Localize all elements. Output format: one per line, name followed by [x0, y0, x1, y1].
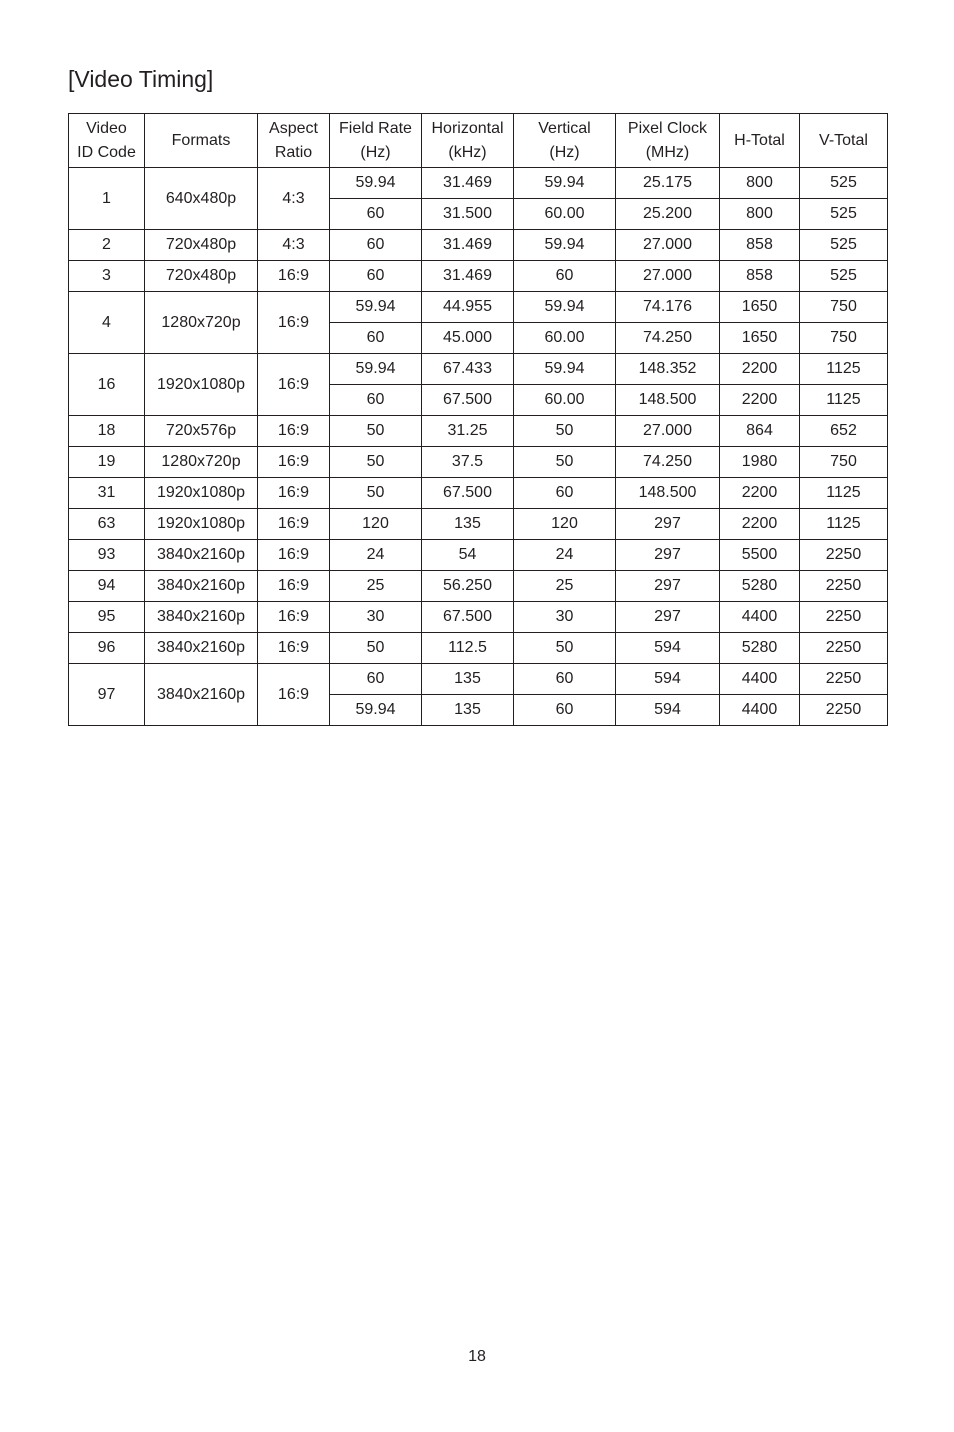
- page-number: 18: [468, 1348, 486, 1365]
- vertical-cell: 60: [514, 664, 616, 695]
- table-row: [69, 292, 888, 323]
- column-header-text: (Hz): [549, 143, 580, 161]
- table-row: [69, 416, 888, 447]
- vertical-cell: 120: [514, 509, 616, 540]
- page-title: [Video Timing]: [68, 66, 214, 92]
- table-row: [69, 571, 888, 602]
- v-total-cell: 2250: [800, 571, 888, 602]
- v-total-cell: 1125: [800, 354, 888, 385]
- vertical-cell: 60.00: [514, 199, 616, 230]
- column-header: [514, 114, 616, 168]
- format-cell: 3840x2160p: [145, 664, 258, 726]
- format-cell: 3840x2160p: [145, 540, 258, 571]
- pixel-clock-cell: 25.175: [616, 168, 720, 199]
- field-rate-cell: 50: [330, 633, 422, 664]
- column-header-text: Field Rate: [339, 119, 412, 137]
- vertical-cell: 25: [514, 571, 616, 602]
- field-rate-cell: 60: [330, 230, 422, 261]
- table-row: [69, 540, 888, 571]
- field-rate-cell: 25: [330, 571, 422, 602]
- h-total-cell: 800: [720, 168, 800, 199]
- vertical-cell: 60.00: [514, 385, 616, 416]
- field-rate-cell: 24: [330, 540, 422, 571]
- field-rate-cell: 60: [330, 261, 422, 292]
- column-header: [145, 114, 258, 168]
- column-header-text: ID Code: [77, 143, 136, 161]
- aspect-ratio-cell: 16:9: [258, 602, 330, 633]
- field-rate-cell: 50: [330, 416, 422, 447]
- table-row: [69, 354, 888, 385]
- horizontal-cell: 56.250: [422, 571, 514, 602]
- table-row: [69, 478, 888, 509]
- vertical-cell: 50: [514, 416, 616, 447]
- pixel-clock-cell: 594: [616, 633, 720, 664]
- h-total-cell: 4400: [720, 664, 800, 695]
- h-total-cell: 858: [720, 230, 800, 261]
- pixel-clock-cell: 297: [616, 602, 720, 633]
- aspect-ratio-cell: 16:9: [258, 292, 330, 354]
- header-row: [69, 114, 888, 168]
- column-header-text: (kHz): [448, 143, 487, 161]
- vertical-cell: 59.94: [514, 292, 616, 323]
- pixel-clock-cell: 74.250: [616, 447, 720, 478]
- h-total-cell: 2200: [720, 354, 800, 385]
- video-id-cell: 97: [69, 664, 145, 726]
- video-id-cell: 93: [69, 540, 145, 571]
- table-row: [69, 447, 888, 478]
- format-cell: 720x480p: [145, 230, 258, 261]
- video-id-cell: 31: [69, 478, 145, 509]
- v-total-cell: 750: [800, 447, 888, 478]
- column-header-text: (MHz): [645, 143, 690, 161]
- aspect-ratio-cell: 16:9: [258, 509, 330, 540]
- h-total-cell: 1980: [720, 447, 800, 478]
- aspect-ratio-cell: 16:9: [258, 447, 330, 478]
- aspect-ratio-cell: 16:9: [258, 664, 330, 726]
- column-header-text: Ratio: [274, 143, 313, 161]
- field-rate-cell: 60: [330, 199, 422, 230]
- h-total-cell: 1650: [720, 292, 800, 323]
- field-rate-cell: 59.94: [330, 695, 422, 726]
- v-total-cell: 2250: [800, 695, 888, 726]
- pixel-clock-cell: 27.000: [616, 261, 720, 292]
- video-id-cell: 19: [69, 447, 145, 478]
- video-timing-table: [68, 113, 888, 726]
- pixel-clock-cell: 27.000: [616, 230, 720, 261]
- video-id-cell: 18: [69, 416, 145, 447]
- aspect-ratio-cell: 4:3: [258, 168, 330, 230]
- v-total-cell: 1125: [800, 509, 888, 540]
- pixel-clock-cell: 25.200: [616, 199, 720, 230]
- aspect-ratio-cell: 16:9: [258, 540, 330, 571]
- table-row: [69, 230, 888, 261]
- horizontal-cell: 31.25: [422, 416, 514, 447]
- pixel-clock-cell: 297: [616, 540, 720, 571]
- column-header-text: Video: [86, 119, 127, 137]
- horizontal-cell: 135: [422, 509, 514, 540]
- pixel-clock-cell: 297: [616, 509, 720, 540]
- v-total-cell: 2250: [800, 540, 888, 571]
- field-rate-cell: 59.94: [330, 354, 422, 385]
- horizontal-cell: 31.469: [422, 230, 514, 261]
- vertical-cell: 50: [514, 447, 616, 478]
- v-total-cell: 525: [800, 168, 888, 199]
- format-cell: 3840x2160p: [145, 602, 258, 633]
- pixel-clock-cell: 148.352: [616, 354, 720, 385]
- field-rate-cell: 50: [330, 447, 422, 478]
- pixel-clock-cell: 27.000: [616, 416, 720, 447]
- field-rate-cell: 60: [330, 323, 422, 354]
- horizontal-cell: 67.433: [422, 354, 514, 385]
- pixel-clock-cell: 594: [616, 664, 720, 695]
- pixel-clock-cell: 148.500: [616, 478, 720, 509]
- v-total-cell: 525: [800, 199, 888, 230]
- aspect-ratio-cell: 16:9: [258, 261, 330, 292]
- video-id-cell: 63: [69, 509, 145, 540]
- aspect-ratio-cell: 16:9: [258, 633, 330, 664]
- pixel-clock-cell: 74.250: [616, 323, 720, 354]
- field-rate-cell: 60: [330, 664, 422, 695]
- horizontal-cell: 67.500: [422, 385, 514, 416]
- vertical-cell: 50: [514, 633, 616, 664]
- vertical-cell: 60: [514, 695, 616, 726]
- horizontal-cell: 135: [422, 695, 514, 726]
- v-total-cell: 525: [800, 261, 888, 292]
- pixel-clock-cell: 148.500: [616, 385, 720, 416]
- horizontal-cell: 135: [422, 664, 514, 695]
- video-id-cell: 96: [69, 633, 145, 664]
- format-cell: 3840x2160p: [145, 633, 258, 664]
- format-cell: 1920x1080p: [145, 478, 258, 509]
- field-rate-cell: 120: [330, 509, 422, 540]
- table-row: [69, 633, 888, 664]
- column-header: [258, 114, 330, 168]
- h-total-cell: 5280: [720, 571, 800, 602]
- pixel-clock-cell: 74.176: [616, 292, 720, 323]
- h-total-cell: 858: [720, 261, 800, 292]
- h-total-cell: 2200: [720, 385, 800, 416]
- format-cell: 720x576p: [145, 416, 258, 447]
- column-header: [330, 114, 422, 168]
- horizontal-cell: 67.500: [422, 602, 514, 633]
- v-total-cell: 525: [800, 230, 888, 261]
- pixel-clock-cell: 594: [616, 695, 720, 726]
- video-id-cell: 2: [69, 230, 145, 261]
- format-cell: 1280x720p: [145, 292, 258, 354]
- h-total-cell: 4400: [720, 695, 800, 726]
- table-row: [69, 168, 888, 199]
- column-header: [800, 114, 888, 168]
- aspect-ratio-cell: 16:9: [258, 416, 330, 447]
- h-total-cell: 2200: [720, 509, 800, 540]
- table-header: [69, 114, 888, 168]
- field-rate-cell: 50: [330, 478, 422, 509]
- column-header-text: Pixel Clock: [627, 119, 708, 137]
- horizontal-cell: 37.5: [422, 447, 514, 478]
- aspect-ratio-cell: 16:9: [258, 478, 330, 509]
- field-rate-cell: 59.94: [330, 168, 422, 199]
- h-total-cell: 800: [720, 199, 800, 230]
- video-id-cell: 3: [69, 261, 145, 292]
- horizontal-cell: 112.5: [422, 633, 514, 664]
- h-total-cell: 1650: [720, 323, 800, 354]
- horizontal-cell: 67.500: [422, 478, 514, 509]
- column-header: [69, 114, 145, 168]
- column-header: [720, 114, 800, 168]
- horizontal-cell: 31.469: [422, 168, 514, 199]
- field-rate-cell: 30: [330, 602, 422, 633]
- column-header: [422, 114, 514, 168]
- vertical-cell: 59.94: [514, 354, 616, 385]
- column-header-text: Horizontal: [431, 119, 504, 137]
- format-cell: 3840x2160p: [145, 571, 258, 602]
- column-header-text: Aspect: [269, 119, 318, 137]
- vertical-cell: 30: [514, 602, 616, 633]
- video-id-cell: 4: [69, 292, 145, 354]
- column-header-text: (Hz): [360, 143, 391, 161]
- vertical-cell: 60: [514, 261, 616, 292]
- v-total-cell: 2250: [800, 602, 888, 633]
- format-cell: 720x480p: [145, 261, 258, 292]
- v-total-cell: 2250: [800, 664, 888, 695]
- h-total-cell: 2200: [720, 478, 800, 509]
- v-total-cell: 2250: [800, 633, 888, 664]
- column-header-text: V-Total: [819, 131, 868, 149]
- format-cell: 1920x1080p: [145, 354, 258, 416]
- v-total-cell: 750: [800, 323, 888, 354]
- vertical-cell: 24: [514, 540, 616, 571]
- table-body: [69, 168, 888, 726]
- vertical-cell: 59.94: [514, 230, 616, 261]
- v-total-cell: 1125: [800, 478, 888, 509]
- aspect-ratio-cell: 16:9: [258, 354, 330, 416]
- v-total-cell: 652: [800, 416, 888, 447]
- horizontal-cell: 54: [422, 540, 514, 571]
- table-row: [69, 509, 888, 540]
- vertical-cell: 60.00: [514, 323, 616, 354]
- table-row: [69, 664, 888, 695]
- format-cell: 640x480p: [145, 168, 258, 230]
- vertical-cell: 59.94: [514, 168, 616, 199]
- v-total-cell: 750: [800, 292, 888, 323]
- column-header: [616, 114, 720, 168]
- horizontal-cell: 45.000: [422, 323, 514, 354]
- horizontal-cell: 31.500: [422, 199, 514, 230]
- format-cell: 1920x1080p: [145, 509, 258, 540]
- video-id-cell: 95: [69, 602, 145, 633]
- h-total-cell: 5280: [720, 633, 800, 664]
- video-id-cell: 94: [69, 571, 145, 602]
- column-header-text: Vertical: [538, 119, 591, 137]
- format-cell: 1280x720p: [145, 447, 258, 478]
- h-total-cell: 4400: [720, 602, 800, 633]
- horizontal-cell: 31.469: [422, 261, 514, 292]
- h-total-cell: 864: [720, 416, 800, 447]
- horizontal-cell: 44.955: [422, 292, 514, 323]
- field-rate-cell: 60: [330, 385, 422, 416]
- vertical-cell: 60: [514, 478, 616, 509]
- column-header-text: H-Total: [734, 131, 785, 149]
- v-total-cell: 1125: [800, 385, 888, 416]
- column-header-text: Formats: [171, 131, 231, 149]
- h-total-cell: 5500: [720, 540, 800, 571]
- video-id-cell: 1: [69, 168, 145, 230]
- table-row: [69, 602, 888, 633]
- table-row: [69, 261, 888, 292]
- video-id-cell: 16: [69, 354, 145, 416]
- aspect-ratio-cell: 16:9: [258, 571, 330, 602]
- field-rate-cell: 59.94: [330, 292, 422, 323]
- pixel-clock-cell: 297: [616, 571, 720, 602]
- aspect-ratio-cell: 4:3: [258, 230, 330, 261]
